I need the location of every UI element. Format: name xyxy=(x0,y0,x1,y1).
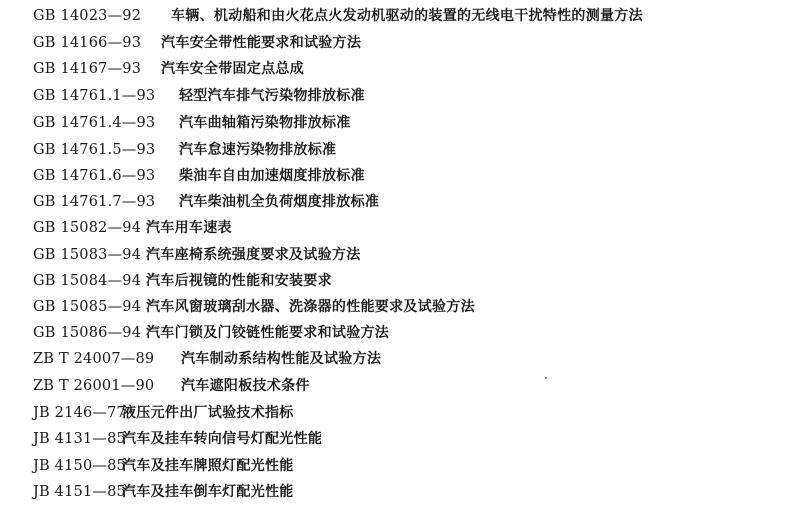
standard-code: GB 14761.7—93 xyxy=(33,194,156,210)
standard-title: 汽车安全带固定点总成 xyxy=(161,61,304,77)
standard-title: 汽车柴油机全负荷烟度排放标准 xyxy=(179,194,380,210)
standard-title: 汽车曲轴箱污染物排放标准 xyxy=(179,115,351,131)
standard-title: 汽车怠速污染物排放标准 xyxy=(179,142,337,158)
standard-title: 汽车及挂车倒车灯配光性能 xyxy=(122,484,294,500)
standard-code: GB 15083—94 xyxy=(33,247,142,263)
standard-title: 汽车用车速表 xyxy=(146,220,232,236)
standard-code: ZB T 24007—89 xyxy=(33,351,155,367)
standard-code: JB 4131—85 xyxy=(33,431,126,447)
standard-title: 汽车遮阳板技术条件 xyxy=(181,378,310,394)
standard-title: 汽车风窗玻璃刮水器、洗涤器的性能要求及试验方法 xyxy=(146,299,475,315)
standard-code: GB 15085—94 xyxy=(33,299,142,315)
standard-title: 汽车座椅系统强度要求及试验方法 xyxy=(146,247,361,263)
standard-title: 车辆、机动船和由火花点火发动机驱动的装置的无线电干扰特性的测量方法 xyxy=(171,8,643,24)
standard-title: 汽车后视镜的性能和安装要求 xyxy=(146,273,332,289)
standard-code: JB 4151—85 xyxy=(33,484,126,500)
scan-speck xyxy=(545,377,547,379)
standard-code: JB 4150—85 xyxy=(33,458,126,474)
standard-code: GB 14167—93 xyxy=(33,61,142,77)
standard-code: ZB T 26001—90 xyxy=(33,378,155,394)
standard-title: 液压元件出厂试验技术指标 xyxy=(122,405,294,421)
standard-code: GB 14761.4—93 xyxy=(33,115,156,131)
standard-code: JB 2146—77 xyxy=(33,405,126,421)
standard-title: 轻型汽车排气污染物排放标准 xyxy=(179,88,365,104)
standard-title: 汽车及挂车转向信号灯配光性能 xyxy=(122,431,323,447)
standard-code: GB 14023—92 xyxy=(33,8,142,24)
standard-code: GB 15084—94 xyxy=(33,273,142,289)
standard-code: GB 14761.1—93 xyxy=(33,88,156,104)
standard-title: 汽车制动系结构性能及试验方法 xyxy=(181,351,382,367)
standard-code: GB 14761.5—93 xyxy=(33,142,156,158)
standard-title: 汽车及挂车牌照灯配光性能 xyxy=(122,458,294,474)
standard-code: GB 14166—93 xyxy=(33,35,142,51)
standard-title: 汽车门锁及门铰链性能要求和试验方法 xyxy=(146,325,390,341)
standard-code: GB 15086—94 xyxy=(33,325,142,341)
standard-title: 汽车安全带性能要求和试验方法 xyxy=(161,35,362,51)
standard-code: GB 14761.6—93 xyxy=(33,168,156,184)
standard-title: 柴油车自由加速烟度排放标准 xyxy=(179,168,365,184)
standard-code: GB 15082—94 xyxy=(33,220,142,236)
